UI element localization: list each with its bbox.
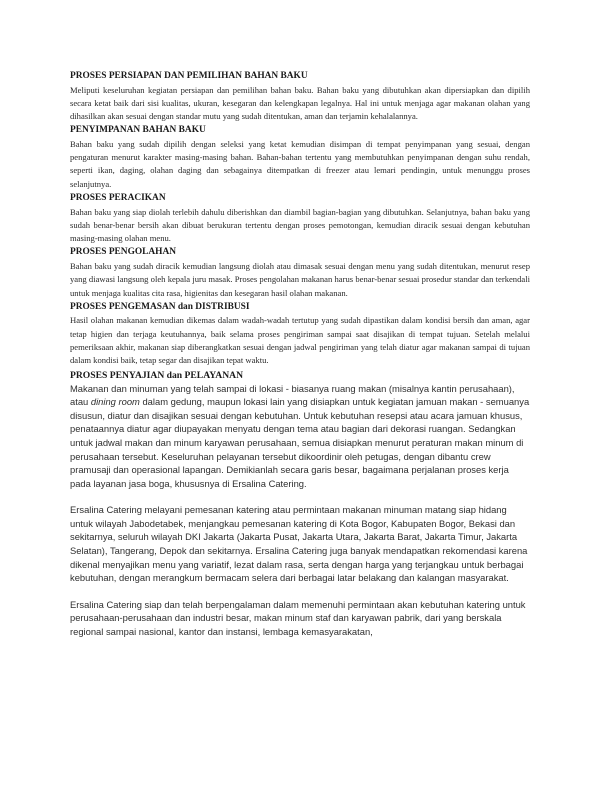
section-body-pengolahan: Bahan baku yang sudah diracik kemudian langsung diolah atau dimasak sesuai dengan menu yang sudah ditentukan, menurut resep yang diawasi langsung oleh kepala juru masak. Proses pengolahan makanan harus benar-benar sesuai prosedur standar dan terkendali untuk menjaga kualitas cita rasa, higienitas dan kesegaran hasil olahan makanan. <box>70 260 530 298</box>
section-heading-penyajian: PROSES PENYAJIAN dan PELAYANAN <box>70 369 243 381</box>
penyajian-text-start: Makanan dan minuman yang telah sampai di lokasi - biasanya ruang makan (misalnya kantin perusahaan), atau <box>70 382 515 408</box>
penyajian-text-end: dalam gedung, maupun lokasi lain yang disiapkan untuk kegiatan jamuan makan - semuanya disusun, diatur dan disajikan sesuai dengan kebutuhan. Untuk kebutuhan resepsi atau acara jamuan khusus, penataannya diatur agar diupayakan menyatu dengan tema atau bagian dari dekorasi ruangan. Sedangkan untuk jadwal makan dan minum karyawan perusahaan, semua disiapkan menurut peraturan makan minum di perusahaan tersebut. Keseluruhan pelayanan tersebut dikoordinir oleh petugas, dengan dibantu crew pramusaji dan operasional lapangan. Demikianlah secara garis besar, bagaimana perjalanan proses kerja pada layanan jasa boga, khususnya di Ersalina Catering. <box>70 396 530 489</box>
section-heading-penyimpanan: PENYIMPANAN BAHAN BAKU <box>70 125 206 136</box>
section-body-penyajian <box>70 382 530 491</box>
section-body-persiapan: Meliputi keseluruhan kegiatan persiapan dan pemilihan bahan baku. Bahan baku yang dibutuhkan akan dipersiapkan dan dipilih secara ketat baik dari sisi kualitas, ukuran, kesegaran dan kelengkapan legalnya. Hal ini untuk menjaga agar makanan olahan yang dihasilkan akan sesuai dengan standar mutu yang sudah ditentukan, aman dan terjamin kehalalannya. <box>70 84 530 122</box>
paragraph-layanan-wilayah: Ersalina Catering melayani pemesanan katering atau permintaan makanan minuman matang siap hidang untuk wilayah Jabodetabek, menjangkau pemesanan katering di Kota Bogor, Kabupaten Bogor, Bekasi dan sekitarnya, seluruh wilayah DKI Jakarta (Jakarta Pusat, Jakarta Utara, Jakarta Barat, Jakarta Timur, Jakarta Selatan), Tangerang, Depok dan sekitarnya. Ersalina Catering juga banyak mendapatkan rekomendasi karena dikenal menyajikan menu yang variatif, lezat dalam rasa, serta dengan harga yang terjangkau untuk berbagai kebutuhan, dengan merangkum bermacam selera dari berbagai latar belakang dan kalangan masyarakat. <box>70 504 528 584</box>
section-body-peracikan: Bahan baku yang siap diolah terlebih dahulu diberishkan dan diambil bagian-bagian yang dibutuhkan. Selanjutnya, bahan baku yang sudah benar-benar bersih akan dibuat berukuran tertentu dengan proses pemotongan, kemudian diracik sesuai dengan kebutuhan masing-masing olahan menu. <box>70 206 530 244</box>
process-sections <box>70 70 530 368</box>
section-body-penyimpanan: Bahan baku yang sudah dipilih dengan seleksi yang ketat kemudian disimpan di tempat penyimpanan yang sesuai, dengan pengaturan menurut karakter masing-masing bahan. Bahan-bahan tertentu yang membutuhkan penyimpanan dengan suhu rendah, seperti ikan, daging, olahan daging dan sebagainya ditempatkan di freezer atau lemari pendingin, untuk menunggu proses selanjutnya. <box>70 138 530 189</box>
paragraph-pengalaman: Ersalina Catering siap dan telah berpengalaman dalam memenuhi permintaan akan kebutuhan katering untuk perusahaan-perusahaan dan industri besar, makan minum staf dan karyawan pabrik, dari yang berskala regional sampai nasional, kantor dan instansi, lembaga kemasyarakatan, <box>70 598 526 638</box>
penyajian-italic-term: dining room <box>90 396 140 408</box>
closing-sections <box>70 369 530 639</box>
section-body-pengemasan: Hasil olahan makanan kemudian dikemas dalam wadah-wadah tertutup yang sudah dipastikan dalam kondisi bersih dan aman, agar tetap higien dan terjaga keutuhannya, baik selama proses pengiriman sampai saat disajikan di tempat tujuan. Setelah melalui pemeriksaan akhir, makanan siap diberangkatkan sesuai dengan jadwal pengiriman yang telah diatur agar makanan sampai di tujuan dalam kondisi baik, tetap segar dan disajikan tepat waktu. <box>70 315 530 366</box>
section-heading-pengolahan: PROSES PENGOLAHAN <box>70 247 177 258</box>
section-heading-pengemasan: PROSES PENGEMASAN dan DISTRIBUSI <box>70 301 250 312</box>
section-heading-persiapan: PROSES PERSIAPAN DAN PEMILIHAN BAHAN BAKU <box>70 71 308 81</box>
section-heading-peracikan: PROSES PERACIKAN <box>70 193 166 204</box>
